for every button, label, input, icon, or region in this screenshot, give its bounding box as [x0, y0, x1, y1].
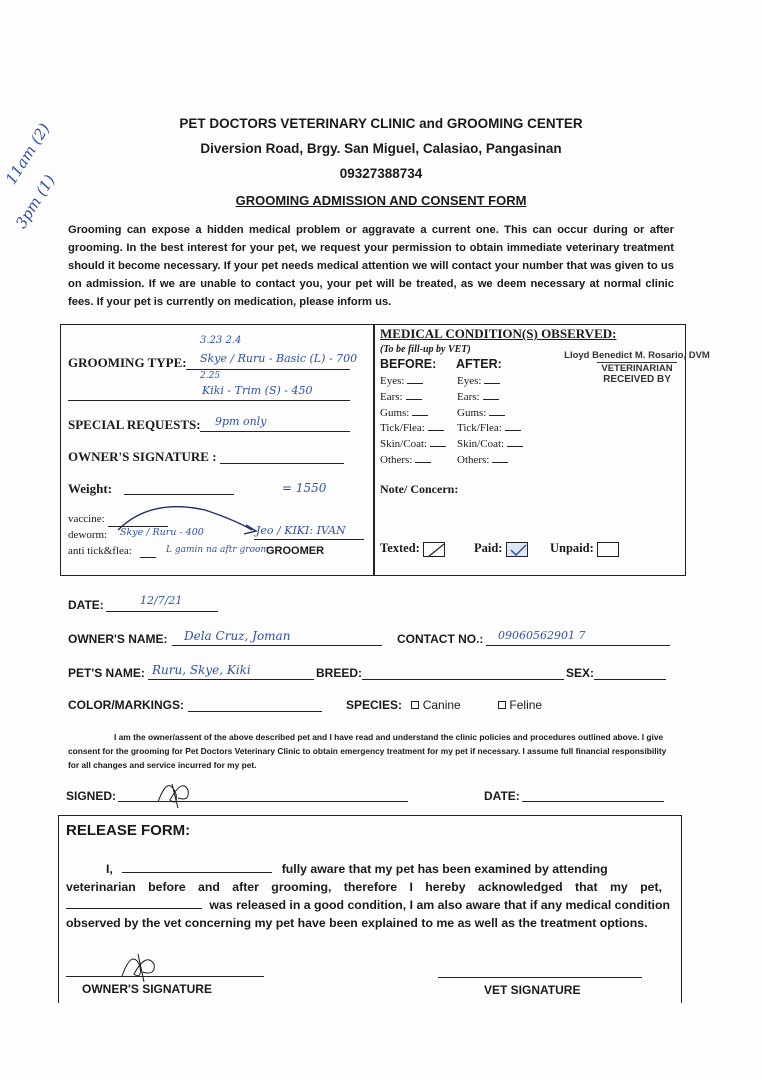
unpaid-label	[550, 541, 619, 557]
contact-line	[486, 645, 670, 646]
release-pet-blank	[66, 908, 202, 909]
medical-item-label: Gums:	[457, 406, 487, 419]
unpaid-text: Unpaid:	[550, 541, 594, 555]
medical-item-blank[interactable]	[489, 415, 505, 416]
medical-item-label: Ears:	[380, 390, 403, 403]
box-divider	[373, 324, 375, 576]
weight-label: Weight:	[68, 481, 113, 496]
medical-before-item	[380, 375, 423, 387]
medical-after-item	[457, 454, 508, 466]
medical-item-blank[interactable]	[412, 415, 428, 416]
form-title: GROOMING ADMISSION AND CONSENT FORM	[235, 193, 527, 208]
hw-grooming-type-2: Kiki - Trim (S) - 450	[202, 384, 313, 397]
unpaid-checkbox[interactable]	[597, 542, 619, 557]
medical-item-blank[interactable]	[483, 399, 499, 400]
vet-signature-caption: VET SIGNATURE	[484, 983, 581, 997]
medical-item-label: Skin/Coat:	[380, 438, 428, 451]
medical-item-blank[interactable]	[430, 446, 446, 447]
medical-before-item	[380, 391, 422, 403]
medical-after-item	[457, 422, 521, 434]
weight-line	[124, 494, 234, 495]
hw-total: = 1550	[282, 481, 327, 495]
canine-checkbox[interactable]	[411, 701, 419, 709]
medical-item-label: Skin/Coat:	[457, 438, 505, 451]
groomer-line	[254, 539, 364, 540]
release-text-1: fully aware that my pet has been examined by attending	[281, 862, 608, 876]
deworm-label: deworm:	[68, 529, 108, 541]
clinic-name: PET DOCTORS VETERINARY CLINIC and GROOMING CENTER	[179, 116, 583, 131]
medical-before-item	[380, 438, 446, 450]
medical-after-item	[457, 407, 505, 419]
species-text: SPECIES:	[346, 698, 403, 712]
note-concern-label: Note/ Concern:	[380, 482, 459, 496]
date2-label: DATE:	[484, 789, 520, 803]
margin-note-2: 3pm (1)	[12, 171, 59, 232]
medical-item-blank[interactable]	[407, 383, 423, 384]
date-line	[106, 611, 218, 612]
grooming-type-label: GROOMING TYPE:	[68, 355, 187, 370]
texted-text: Texted:	[380, 541, 420, 555]
release-name-blank	[122, 872, 272, 873]
signed-label: SIGNED:	[66, 789, 117, 803]
feline-label: Feline	[509, 698, 543, 712]
hw-grooming-dates: 3.23 2.4	[200, 335, 242, 346]
medical-after-item	[457, 438, 523, 450]
release-line-1	[66, 860, 662, 878]
medical-item-blank[interactable]	[428, 430, 444, 431]
medical-item-label: Eyes:	[380, 375, 405, 387]
medical-item-label: Eyes:	[457, 375, 482, 387]
owner-name-line	[172, 645, 382, 646]
stamp-received: RECEIVED BY	[603, 374, 671, 385]
hw-owner-name: Dela Cruz, Joman	[184, 629, 291, 643]
feline-checkbox[interactable]	[498, 701, 506, 709]
special-requests-line	[200, 431, 350, 432]
antitick-label: anti tick&flea:	[68, 545, 132, 557]
owner-signature-scribble-2	[112, 944, 162, 984]
medical-title: MEDICAL CONDITION(S) OBSERVED:	[380, 326, 617, 341]
hw-pet-name: Ruru, Skye, Kiki	[152, 663, 251, 677]
medical-item-label: Others:	[380, 454, 413, 466]
medical-item-blank[interactable]	[505, 430, 521, 431]
medical-after-item	[457, 391, 499, 403]
paid-label	[474, 541, 528, 557]
hw-grooming-type-1: Skye / Ruru - Basic (L) - 700	[200, 352, 358, 365]
medical-item-blank[interactable]	[415, 462, 431, 463]
release-i: I,	[106, 862, 113, 876]
margin-note-1: 11am (2)	[2, 120, 54, 188]
medical-subtitle: (To be fill-up by VET)	[380, 344, 471, 355]
medical-before-item	[380, 454, 431, 466]
arrow-mark	[110, 500, 270, 540]
medical-after-item	[457, 375, 500, 387]
clinic-address: Diversion Road, Brgy. San Miguel, Calasiao, Pangasinan	[200, 141, 562, 156]
pet-name-line	[148, 679, 314, 680]
breed-label: BREED:	[316, 666, 363, 680]
sex-line	[594, 679, 666, 680]
breed-line	[362, 679, 564, 680]
hw-grooming-date-2: 2.25	[200, 371, 221, 381]
hw-deworm: Skye / Ruru - 400	[120, 527, 204, 538]
sex-label: SEX:	[566, 666, 595, 680]
release-line-4: observed by the vet concerning my pet have been explained to me as well as the treatment options.	[66, 916, 648, 930]
hw-antitick: L gamin na aftr groom	[166, 545, 269, 555]
clinic-phone: 09327388734	[339, 166, 423, 181]
medical-item-blank[interactable]	[492, 462, 508, 463]
special-requests-label: SPECIAL REQUESTS:	[68, 417, 201, 432]
medical-item-label: Others:	[457, 454, 490, 466]
canine-label: Canine	[422, 698, 461, 712]
hw-date: 12/7/21	[140, 594, 183, 607]
before-label: BEFORE:	[380, 357, 437, 371]
release-line-3	[66, 896, 670, 914]
medical-item-blank[interactable]	[507, 446, 523, 447]
owner-signature-label: OWNER'S SIGNATURE :	[68, 449, 217, 464]
intro-paragraph: Grooming can expose a hidden medical problem or aggravate a current one. This can occur during or after grooming. In the best interest for your pet, we request your permission to obtain immediate veterinary treatment should it become necessary. If your pet needs medical attention we will contact your number that was given to us on admission. If we are unable to contact you, your pet will be treated, as we deem necessary at normal clinic fees. If your pet is currently on medication, please inform us.	[68, 224, 674, 308]
texted-label	[380, 541, 445, 557]
pet-name-label: PET'S NAME:	[68, 666, 145, 680]
medical-item-label: Tick/Flea:	[380, 422, 425, 435]
paid-checkbox[interactable]	[506, 542, 528, 557]
hw-special-requests: 9pm only	[215, 415, 267, 428]
color-markings-line	[188, 711, 322, 712]
texted-checkbox[interactable]	[423, 542, 445, 557]
after-label: AFTER:	[456, 357, 502, 371]
owner-signature-line-2	[66, 976, 264, 977]
color-markings-label: COLOR/MARKINGS:	[68, 698, 184, 712]
vet-signature-line	[438, 977, 642, 978]
release-text-3: was released in a good condition, I am also aware that if any medical condition	[209, 898, 670, 912]
stamp-name: Lloyd Benedict M. Rosario, DVM	[564, 350, 710, 361]
medical-item-label: Ears:	[457, 390, 480, 403]
contact-label: CONTACT NO.:	[397, 632, 484, 646]
medical-before-item	[380, 407, 428, 419]
hw-groomer: Jeo / KIKI: IVAN	[256, 524, 346, 537]
owner-name-label: OWNER'S NAME:	[68, 632, 168, 646]
owner-signature-scribble	[148, 772, 198, 812]
release-text	[66, 860, 670, 932]
medical-before-item	[380, 422, 444, 434]
grooming-type-line-1	[186, 369, 350, 370]
release-title: RELEASE FORM:	[66, 822, 191, 839]
medical-item-blank[interactable]	[406, 399, 422, 400]
date2-line	[522, 801, 664, 802]
hw-contact: 09060562901 7	[498, 629, 586, 642]
paid-text: Paid:	[474, 541, 503, 555]
grooming-type-line-2	[68, 400, 350, 401]
owner-signature-caption: OWNER'S SIGNATURE	[82, 982, 212, 996]
medical-item-label: Tick/Flea:	[457, 422, 502, 435]
antitick-line	[140, 557, 156, 558]
species-label	[346, 698, 542, 712]
vet-stamp	[562, 350, 712, 385]
medical-item-label: Gums:	[380, 406, 410, 419]
groomer-label: GROOMER	[266, 545, 325, 557]
release-line-2: veterinarian before and after grooming, therefore I hereby acknowledged that my pet,	[66, 880, 662, 894]
date-label: DATE:	[68, 598, 104, 612]
vaccine-label: vaccine:	[68, 513, 105, 525]
consent-paragraph: I am the owner/assent of the above described pet and I have read and understand the clinic policies and procedures outlined above. I give consent for the grooming for Pet Doctors Veterinary Clinic to obtain emergency treatment for my pet if necessary. I assume full financial responsibility for all changes and service incurred for my pet.	[68, 732, 667, 770]
medical-item-blank[interactable]	[484, 383, 500, 384]
owner-signature-line	[220, 463, 344, 464]
stamp-title: VETERINARIAN	[597, 362, 677, 374]
